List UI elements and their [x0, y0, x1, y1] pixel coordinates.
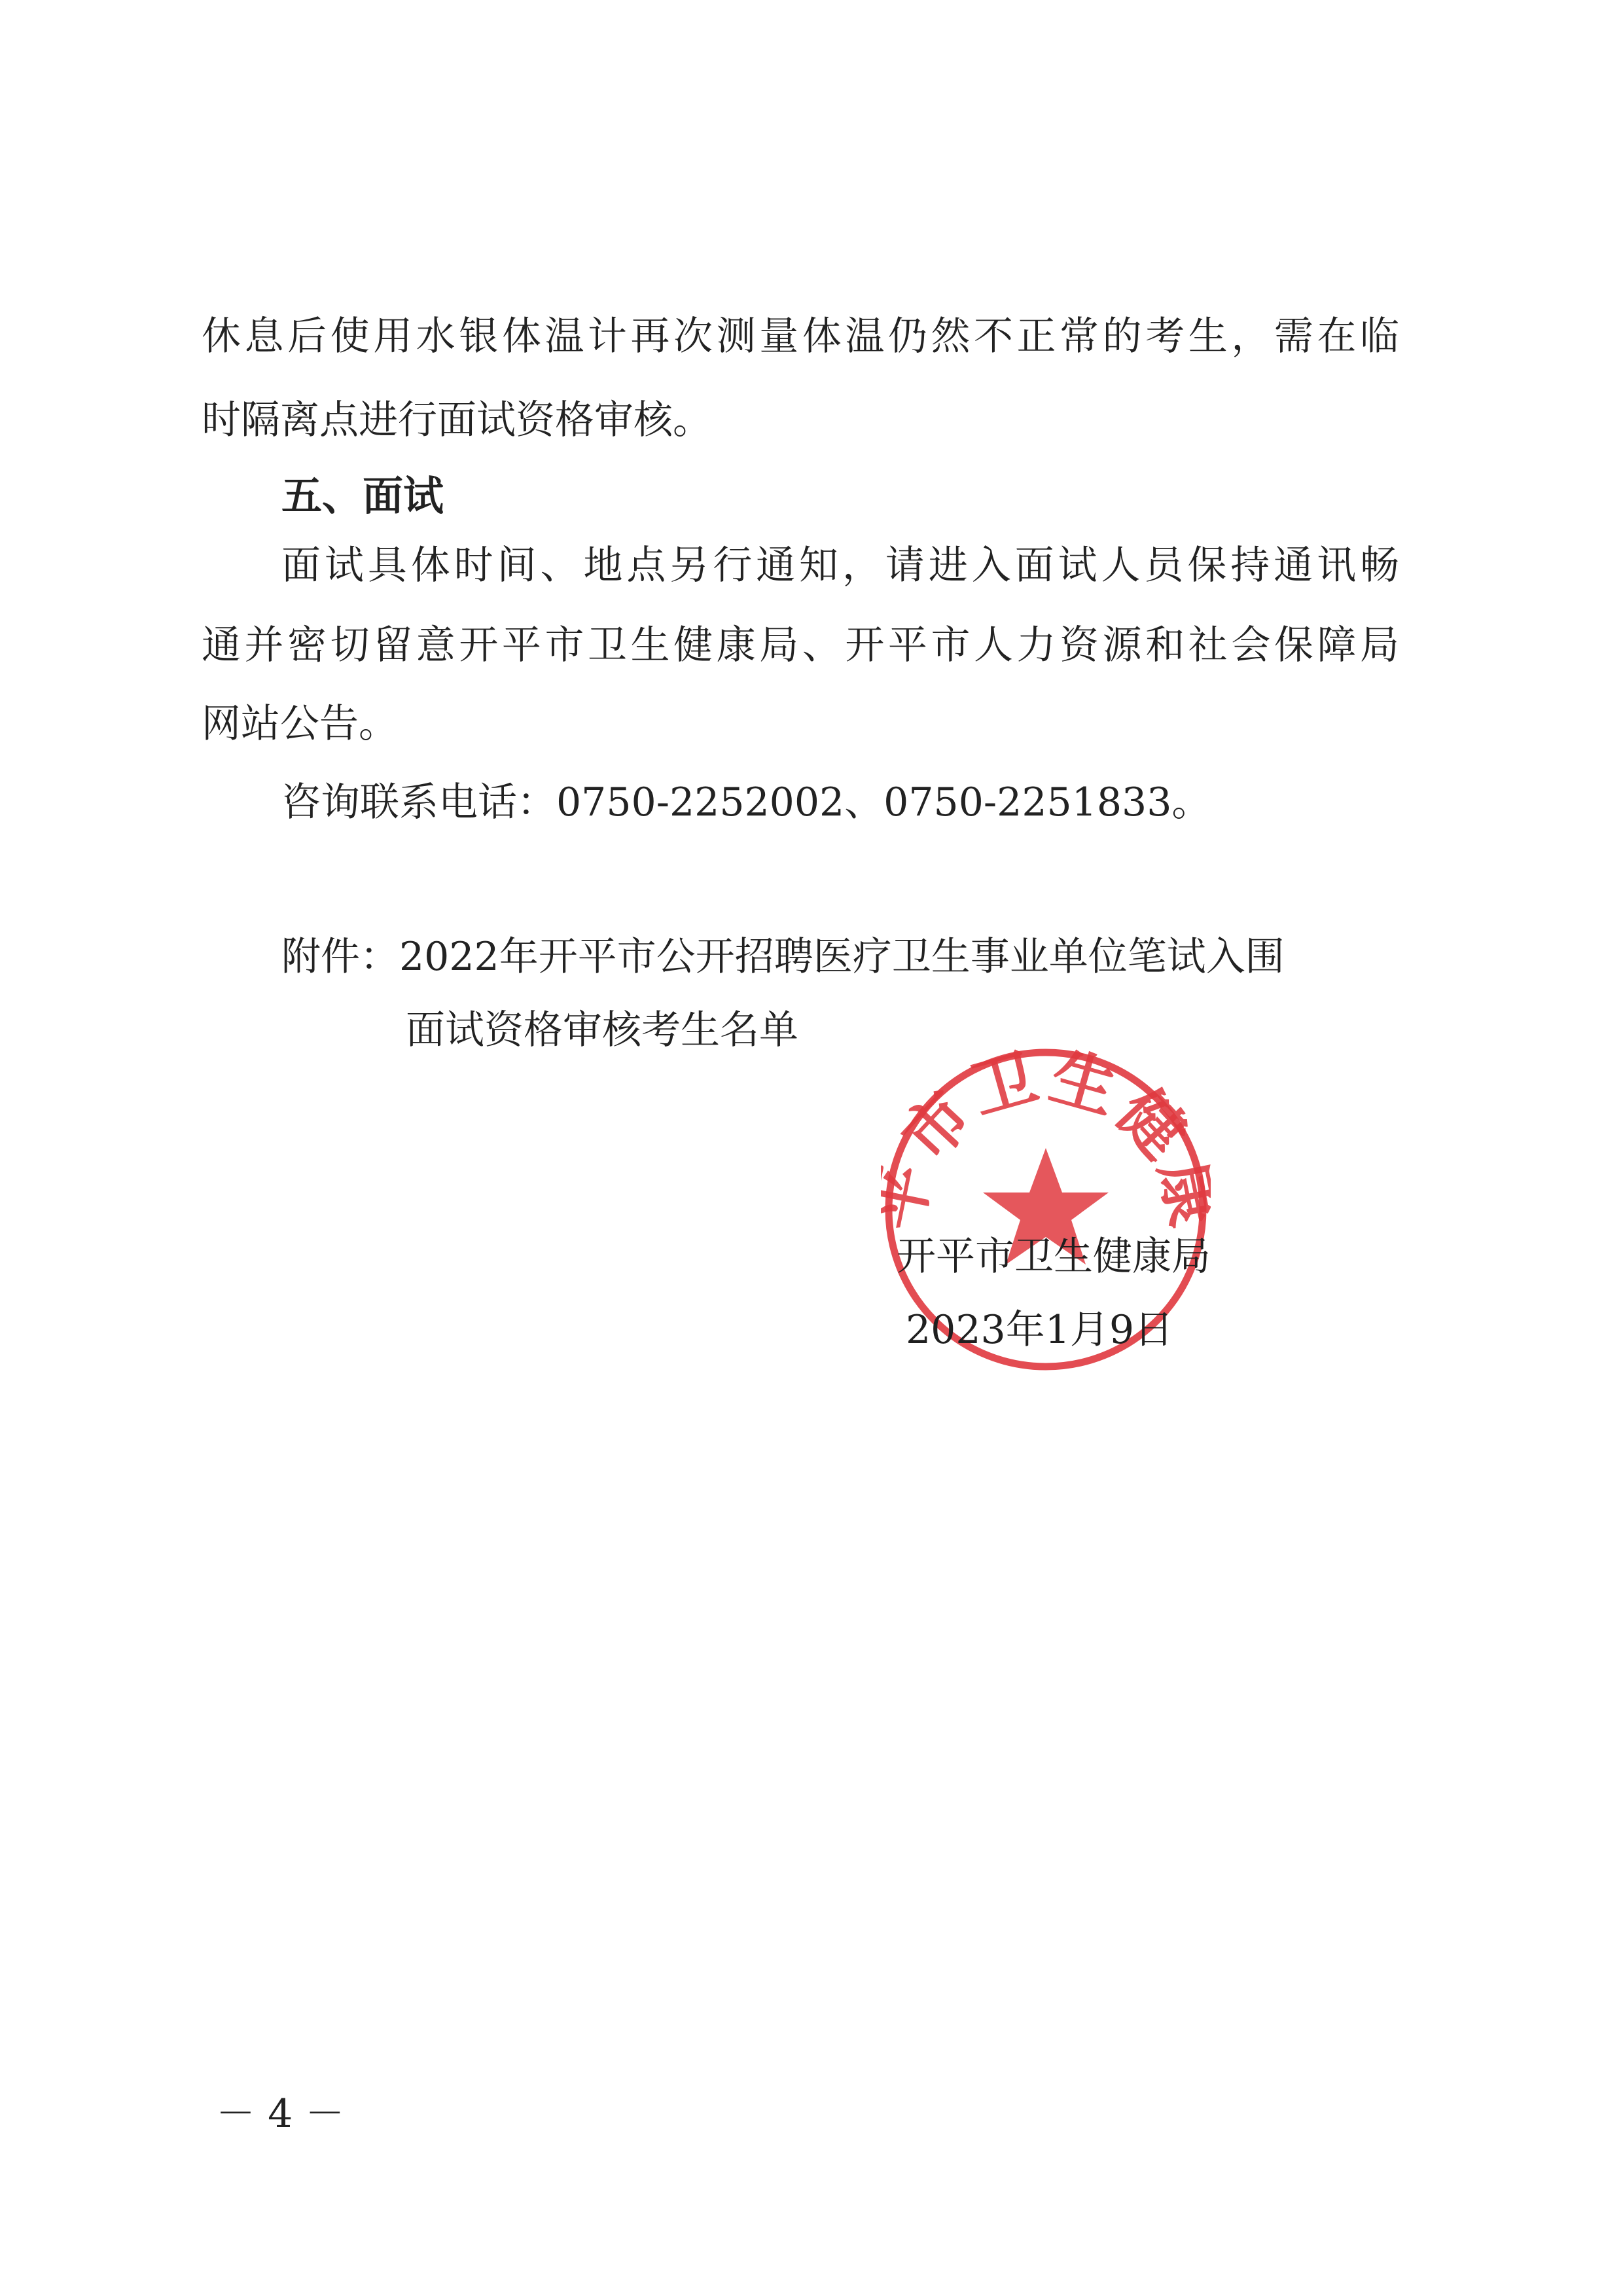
seal-text: 市卫生健 — [888, 1045, 1204, 1176]
attachment-line: 附件：2022年开平市公开招聘医疗卫生事业单位笔试入围 — [281, 934, 1285, 980]
paragraph-line: 面试具体时间、地点另行通知，请进入面试人员保持通讯畅 — [281, 543, 1399, 588]
attachment-line: 面试资格审核考生名单 — [406, 1007, 798, 1053]
paragraph-line: 时隔离点进行面试资格审核。 — [202, 397, 712, 443]
contact-phone: 咨询联系电话：0750-2252002、0750-2251833。 — [281, 780, 1211, 825]
paragraph-line: 通并密切留意开平市卫生健康局、开平市人力资源和社会保障局 — [202, 622, 1399, 668]
paragraph-line: 休息后使用水银体温计再次测量体温仍然不正常的考生，需在临 — [202, 314, 1399, 359]
page-number: － 4 － — [216, 2091, 345, 2137]
section-heading: 五、面试 — [281, 472, 444, 520]
signature-org: 开平市卫生健康局 — [897, 1234, 1211, 1280]
signature-date: 2023年1月9日 — [906, 1307, 1174, 1353]
paragraph-line: 网站公告。 — [202, 701, 398, 747]
